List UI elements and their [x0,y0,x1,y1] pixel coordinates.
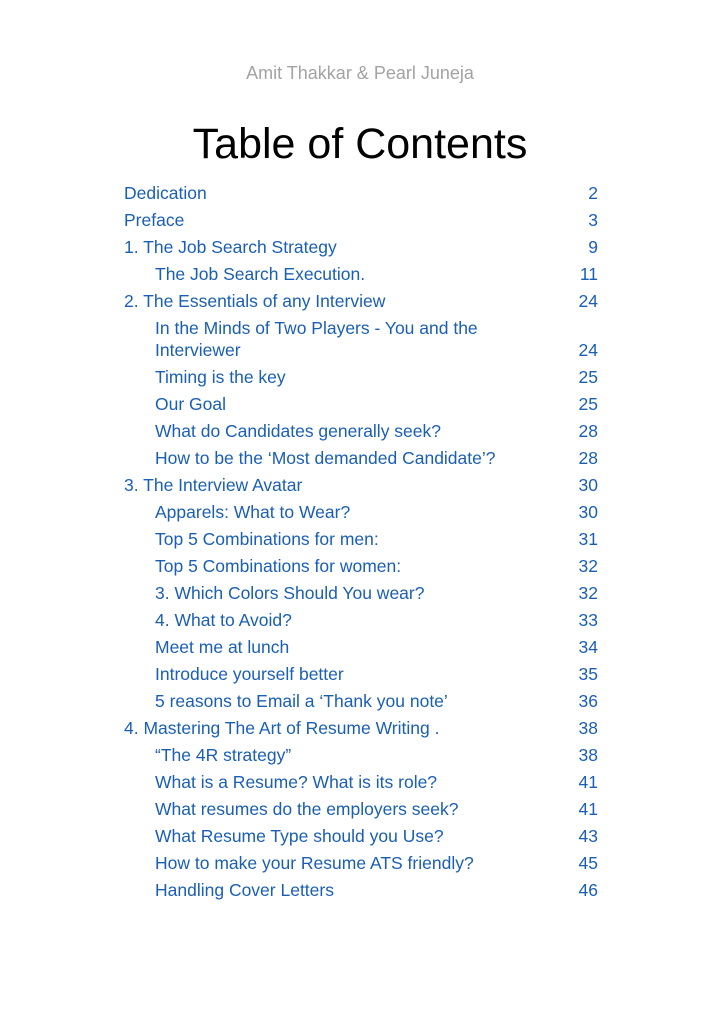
toc-entry[interactable] [124,660,598,687]
toc-entry[interactable] [124,206,598,233]
toc-entry[interactable] [124,444,598,471]
toc-entry-page-number[interactable]: 24 [578,339,598,360]
toc-entry-page-number[interactable]: 43 [578,825,598,846]
toc-entry-page-number[interactable]: 11 [579,263,598,284]
toc-entry-title[interactable]: What resumes do the employers seek? [155,798,459,819]
toc-entry[interactable] [124,795,598,822]
toc-entry-page-number[interactable]: 41 [578,798,598,819]
toc-entry[interactable] [124,606,598,633]
toc-entry-page-number[interactable]: 46 [578,879,598,900]
toc-entry-page-number[interactable]: 34 [578,636,598,657]
toc-entry-page-number[interactable]: 32 [578,582,598,603]
toc-entry-title[interactable]: How to make your Resume ATS friendly? [155,852,474,873]
toc-entry[interactable] [124,768,598,795]
toc-entry-page-number[interactable]: 31 [578,528,598,549]
toc-entry[interactable] [124,363,598,390]
toc-entry[interactable] [124,498,598,525]
page-title: Table of Contents [192,120,528,168]
running-header: Amit Thakkar & Pearl Juneja [246,63,474,83]
toc-entry-page-number[interactable]: 2 [588,182,598,203]
toc-entry-title[interactable]: In the Minds of Two Players - You and the Interviewer [155,317,478,360]
toc-entry-title[interactable]: The Job Search Execution. [155,263,366,284]
toc-entry-page-number[interactable]: 32 [578,555,598,576]
toc-entry-title[interactable]: Introduce yourself better [155,663,344,684]
table-of-contents [124,179,598,903]
toc-entry-title[interactable]: How to be the ‘Most demanded Candidate’? [155,447,496,468]
toc-entry-page-number[interactable]: 28 [578,420,598,441]
toc-entry-page-number[interactable]: 9 [588,236,598,257]
toc-entry-page-number[interactable]: 25 [578,366,598,387]
toc-entry-page-number[interactable]: 28 [578,447,598,468]
toc-entry[interactable] [124,741,598,768]
toc-entry[interactable] [124,471,598,498]
toc-entry[interactable] [124,260,598,287]
toc-entry-title[interactable]: Top 5 Combinations for women: [155,555,402,576]
toc-entry-title[interactable]: 3. The Interview Avatar [124,474,303,495]
toc-entry[interactable] [124,390,598,417]
toc-entry-title[interactable]: Timing is the key [155,366,286,387]
toc-entry-title[interactable]: What is a Resume? What is its role? [155,771,438,792]
toc-entry-page-number[interactable]: 41 [578,771,598,792]
toc-entry[interactable] [124,822,598,849]
toc-entry-title[interactable]: 2. The Essentials of any Interview [124,290,386,311]
toc-entry-page-number[interactable]: 38 [578,717,598,738]
toc-entry-page-number[interactable]: 45 [578,852,598,873]
toc-entry-title[interactable]: Dedication [124,182,207,203]
toc-entry-page-number[interactable]: 24 [578,290,598,311]
toc-entry-title[interactable]: 3. Which Colors Should You wear? [155,582,425,603]
toc-entry-page-number[interactable]: 3 [588,209,598,230]
toc-entry-title[interactable]: Meet me at lunch [155,636,290,657]
toc-entry[interactable] [124,417,598,444]
toc-entry-page-number[interactable]: 25 [578,393,598,414]
toc-entry-title[interactable]: 4. What to Avoid? [155,609,292,630]
toc-entry[interactable] [124,687,598,714]
toc-entry-page-number[interactable]: 30 [578,474,598,495]
toc-entry-title[interactable]: “The 4R strategy” [155,744,292,765]
toc-entry-title[interactable]: Preface [124,209,185,230]
toc-entry-page-number[interactable]: 33 [578,609,598,630]
toc-entry-title[interactable]: Our Goal [155,393,226,414]
toc-entry[interactable] [124,552,598,579]
toc-entry-page-number[interactable]: 35 [578,663,598,684]
toc-entry-title[interactable]: What do Candidates generally seek? [155,420,442,441]
toc-entry[interactable] [124,714,598,741]
toc-entry[interactable] [124,876,598,903]
toc-entry-page-number[interactable]: 30 [578,501,598,522]
toc-entry[interactable] [124,525,598,552]
toc-entry-page-number[interactable]: 38 [578,744,598,765]
toc-entry[interactable] [124,849,598,876]
toc-entry[interactable] [124,233,598,260]
toc-entry[interactable] [124,314,598,363]
toc-entry-title[interactable]: Handling Cover Letters [155,879,334,900]
toc-entry-title[interactable]: 4. Mastering The Art of Resume Writing . [124,717,440,738]
toc-entry-page-number[interactable]: 36 [578,690,598,711]
toc-entry[interactable] [124,579,598,606]
toc-entry-title[interactable]: 1. The Job Search Strategy [124,236,337,257]
toc-entry-title[interactable]: What Resume Type should you Use? [155,825,444,846]
toc-entry[interactable] [124,287,598,314]
toc-entry-title[interactable]: Apparels: What to Wear? [155,501,351,522]
toc-entry[interactable] [124,179,598,206]
toc-entry-title[interactable]: 5 reasons to Email a ‘Thank you note’ [155,690,448,711]
toc-entry-title[interactable]: Top 5 Combinations for men: [155,528,379,549]
toc-entry[interactable] [124,633,598,660]
